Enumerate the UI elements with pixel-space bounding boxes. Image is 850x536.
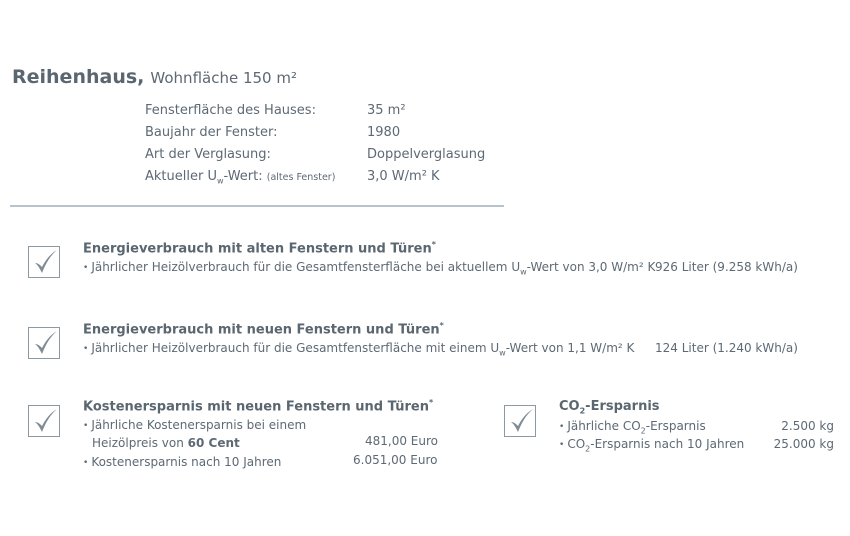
bullet: •	[559, 422, 565, 432]
check-icon	[507, 407, 535, 435]
co2-title-text: -Ersparnis	[585, 399, 660, 414]
energy-new-title	[83, 321, 444, 337]
co2-title-text: CO	[559, 399, 580, 414]
energy-new-line-sub: w	[499, 348, 506, 358]
spec-label: Fensterfläche des Hauses:	[145, 103, 316, 118]
spec-label	[145, 166, 367, 193]
checkbox-savings[interactable]	[28, 405, 60, 437]
energy-new-line	[83, 341, 634, 357]
energy-new-line-text: -Wert von 1,1 W/m² K	[505, 341, 635, 355]
co2-line-2-sub: 2	[585, 444, 591, 454]
oil-price: 60 Cent	[187, 436, 240, 450]
spec-row	[145, 100, 485, 122]
co2-value-2: 25.000 kg	[773, 437, 834, 451]
spec-value: Doppelverglasung	[367, 147, 486, 162]
divider	[10, 205, 504, 207]
footnote-mark: *	[431, 240, 436, 249]
energy-old-title-text: Energieverbrauch mit alten Fenstern und Türen	[83, 241, 432, 257]
bullet: •	[559, 440, 565, 450]
savings-value-2: 6.051,00 Euro	[353, 453, 438, 467]
check-icon	[31, 329, 59, 357]
co2-title-sub: 2	[579, 406, 586, 416]
savings-line-3	[83, 455, 281, 469]
checkbox-co2[interactable]	[504, 405, 536, 437]
energy-new-value: 124 Liter (1.240 kWh/a)	[655, 341, 798, 355]
energy-old-line-sub: w	[520, 267, 527, 277]
energy-old-line	[83, 260, 655, 276]
energy-new-title-text: Energieverbrauch mit neuen Fenstern und Türen	[83, 322, 440, 338]
title-main: Reihenhaus,	[12, 66, 145, 88]
footnote-mark: *	[439, 321, 444, 330]
co2-line-1	[559, 419, 706, 435]
spec-label-note: (altes Fenster)	[266, 172, 336, 183]
savings-line-3-text: Kostenersparnis nach 10 Jahren	[91, 455, 282, 469]
savings-line-2	[92, 436, 240, 450]
co2-line-1-text: -Ersparnis	[645, 419, 706, 433]
title-sub: Wohnfläche 150 m²	[150, 69, 297, 87]
bullet: •	[83, 421, 89, 431]
spec-label-text: -Wert:	[223, 169, 263, 184]
checkbox-energy-new[interactable]	[28, 327, 60, 359]
energy-new-line-text: Jährlicher Heizölverbrauch für die Gesamtfensterfläche mit einem U	[91, 341, 500, 355]
check-icon	[31, 248, 59, 276]
savings-line-1	[83, 418, 306, 432]
co2-line-1-sub: 2	[640, 426, 646, 436]
co2-value-1: 2.500 kg	[781, 419, 834, 433]
check-icon	[31, 407, 59, 435]
spec-row	[145, 144, 485, 166]
savings-line-1-text: Jährliche Kostenersparnis bei einem	[91, 418, 307, 432]
savings-title-text: Kostenersparnis mit neuen Fenstern und Türen	[83, 399, 429, 415]
spec-row	[145, 166, 485, 193]
co2-line-2-text: -Ersparnis nach 10 Jahren	[590, 437, 745, 451]
co2-line-2-text: CO	[567, 437, 586, 451]
savings-value-1: 481,00 Euro	[365, 434, 439, 448]
energy-old-title	[83, 240, 436, 256]
spec-label: Art der Verglasung:	[145, 147, 271, 162]
spec-value: 35 m²	[367, 103, 406, 118]
footnote-mark: *	[429, 398, 434, 407]
co2-title	[559, 399, 660, 416]
spec-label: Baujahr der Fenster:	[145, 125, 278, 140]
bullet: •	[83, 458, 89, 468]
specs-table	[145, 100, 485, 193]
spec-value: 3,0 W/m² K	[367, 169, 440, 184]
energy-old-line-text: Jährlicher Heizölverbrauch für die Gesamtfensterfläche bei aktuellem U	[91, 260, 521, 274]
spec-row	[145, 122, 485, 144]
savings-line-2-text: Heizölpreis von	[92, 436, 184, 450]
co2-line-2	[559, 437, 744, 453]
energy-old-value: 926 Liter (9.258 kWh/a)	[655, 260, 798, 274]
spec-label-text: Aktueller U	[145, 169, 217, 184]
energy-old-line-text: -Wert von 3,0 W/m² K	[526, 260, 656, 274]
bullet: •	[83, 263, 89, 273]
checkbox-energy-old[interactable]	[28, 246, 60, 278]
spec-value: 1980	[367, 125, 401, 140]
spec-label-sub: w	[216, 176, 224, 186]
co2-line-1-text: Jährliche CO	[567, 419, 641, 433]
bullet: •	[83, 344, 89, 354]
page-title	[12, 66, 297, 88]
savings-title	[83, 398, 433, 414]
